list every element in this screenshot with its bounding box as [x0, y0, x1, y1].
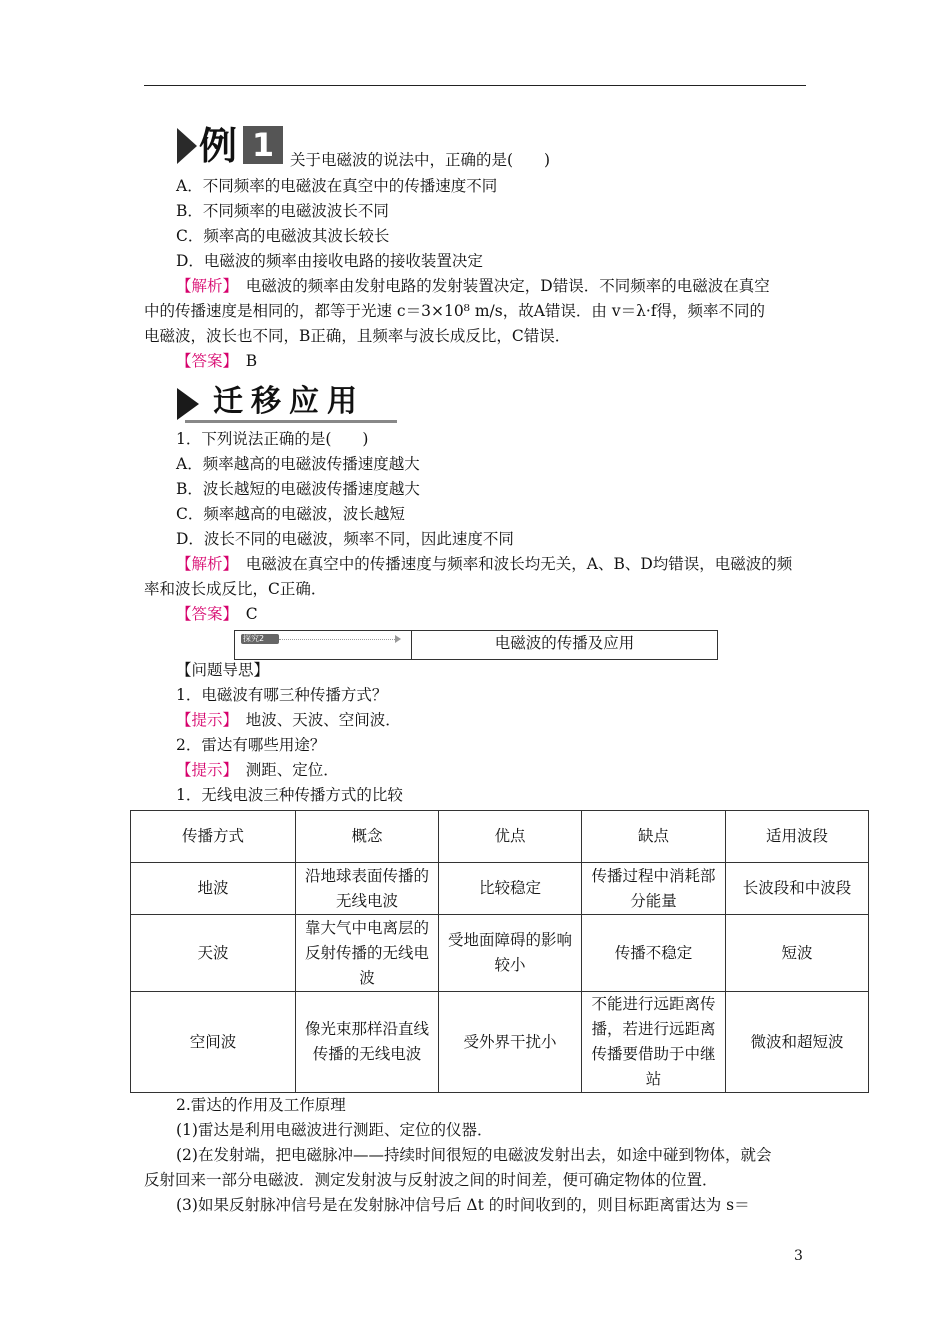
radar-paragraph-1: (1)雷达是利用电磁波进行测距、定位的仪器．: [176, 1121, 493, 1139]
hint-tag: 【提示】: [176, 761, 231, 779]
explore-title: 电磁波的传播及应用: [494, 634, 635, 652]
table-header-row: [131, 811, 869, 863]
example-option-a: A．不同频率的电磁波在真空中的传播速度不同: [176, 177, 498, 195]
example-badge-char: 例: [199, 123, 238, 168]
badge-underline: [185, 420, 397, 423]
guide-question-2: 2．雷达有哪些用途？: [176, 736, 326, 754]
example-badge: [177, 124, 287, 168]
hint-tag: 【提示】: [176, 711, 231, 729]
example-analysis-line-2: 中的传播速度是相同的，都等于光速 c＝3×10⁸ m/s，故A错误．由 v＝λ·f得，频率不同的: [144, 302, 766, 320]
table-header-cell: 传播方式: [131, 811, 296, 863]
table-row: [131, 915, 869, 992]
explore-label-area: [235, 631, 412, 659]
table-cell: 像光束那样沿直线传播的无线电波: [296, 992, 439, 1093]
table-header-cell: 缺点: [582, 811, 726, 863]
table-cell: 不能进行远距离传播，若进行远距离传播要借助于中继站: [582, 992, 726, 1093]
example-option-b: B．不同频率的电磁波波长不同: [176, 202, 389, 220]
practice-answer: [176, 604, 258, 624]
table-cell: 比较稳定: [439, 863, 582, 915]
guide-answer-2: 测距、定位．: [230, 761, 339, 779]
practice-option-d: D．波长不同的电磁波，频率不同，因此速度不同: [176, 530, 514, 548]
table-cell: 微波和超短波: [726, 992, 869, 1093]
table-cell: 传播不稳定: [582, 915, 726, 992]
guide-answer-1: 地波、天波、空间波．: [230, 711, 401, 729]
table-cell: 沿地球表面传播的无线电波: [296, 863, 439, 915]
table-cell: 长波段和中波段: [726, 863, 869, 915]
example-analysis-text-1: 电磁波的频率由发射电路的发射装置决定，D错误．不同频率的电磁波在真空: [230, 277, 770, 295]
answer-tag: 【答案】: [176, 352, 231, 370]
explore-section-header: [234, 630, 718, 660]
table-header-cell: 概念: [296, 811, 439, 863]
radar-paragraph-2-line-2: 反射回来一部分电磁波．测定发射波与反射波之间的时间差，便可确定物体的位置．: [144, 1171, 718, 1189]
practice-answer-value: C: [230, 605, 258, 623]
example-analysis-line-1: [176, 276, 770, 296]
arrow-right-icon: [395, 635, 401, 643]
practice-option-c: C．频率越高的电磁波，波长越短: [176, 505, 405, 523]
explore-dashed-line: [279, 639, 397, 640]
explore-pill: 探究2: [241, 634, 279, 644]
table-cell: 靠大气中电离层的反射传播的无线电波: [296, 915, 439, 992]
example-option-c: C．频率高的电磁波其波长较长: [176, 227, 390, 245]
practice-question: 1．下列说法正确的是( ): [176, 430, 369, 448]
header-rule: [144, 85, 806, 86]
table-cell: 受外界干扰小: [439, 992, 582, 1093]
practice-badge: [177, 380, 397, 424]
practice-badge-text: 迁移应用: [213, 384, 365, 419]
radar-paragraph-2-line-1: (2)在发射端，把电磁脉冲——持续时间很短的电磁波发射出去，如途中碰到物体，就会: [176, 1146, 772, 1164]
answer-tag: 【答案】: [176, 605, 231, 623]
practice-analysis-text-1: 电磁波在真空中的传播速度与频率和波长均无关，A、B、D均错误，电磁波的频: [230, 555, 793, 573]
table-cell: 地波: [131, 863, 296, 915]
practice-analysis-line-2: 率和波长成反比，C正确．: [144, 580, 327, 598]
practice-analysis-line-1: [176, 554, 792, 574]
guide-hint-1: [176, 710, 401, 730]
table-cell: 传播过程中消耗部分能量: [582, 863, 726, 915]
comparison-table: [130, 810, 869, 1093]
guide-question-1: 1．电磁波有哪三种传播方式？: [176, 686, 388, 704]
compare-caption: 1．无线电波三种传播方式的比较: [176, 786, 403, 804]
example-option-d: D．电磁波的频率由接收电路的接收装置决定: [176, 252, 483, 270]
example-answer: [176, 351, 257, 371]
table-header-cell: 适用波段: [726, 811, 869, 863]
table-header-cell: 优点: [439, 811, 582, 863]
page-number: 3: [794, 1248, 803, 1264]
practice-option-a: A．频率越高的电磁波传播速度越大: [176, 455, 420, 473]
table-cell: 短波: [726, 915, 869, 992]
analysis-tag: 【解析】: [176, 277, 231, 295]
table-cell: 受地面障碍的影响较小: [439, 915, 582, 992]
radar-paragraph-3: (3)如果反射脉冲信号是在发射脉冲信号后 Δt 的时间收到的，则目标距离雷达为 s＝: [176, 1196, 750, 1214]
example-analysis-line-3: 电磁波，波长也不同，B正确，且频率与波长成反比，C错误．: [144, 327, 571, 345]
table-cell: 天波: [131, 915, 296, 992]
table-row: [131, 863, 869, 915]
badge-arrow-icon: [177, 128, 197, 164]
radar-heading: 2.雷达的作用及工作原理: [176, 1096, 346, 1114]
example-answer-value: B: [230, 352, 258, 370]
analysis-tag: 【解析】: [176, 555, 231, 573]
badge-arrow-icon: [177, 388, 199, 420]
guide-hint-2: [176, 760, 339, 780]
table-row: [131, 992, 869, 1093]
guide-heading: 【问题导思】: [176, 661, 270, 679]
example-badge-number: 1: [243, 126, 283, 164]
table-cell: 空间波: [131, 992, 296, 1093]
practice-option-b: B．波长越短的电磁波传播速度越大: [176, 480, 420, 498]
example-question: 关于电磁波的说法中，正确的是( ): [290, 151, 551, 169]
